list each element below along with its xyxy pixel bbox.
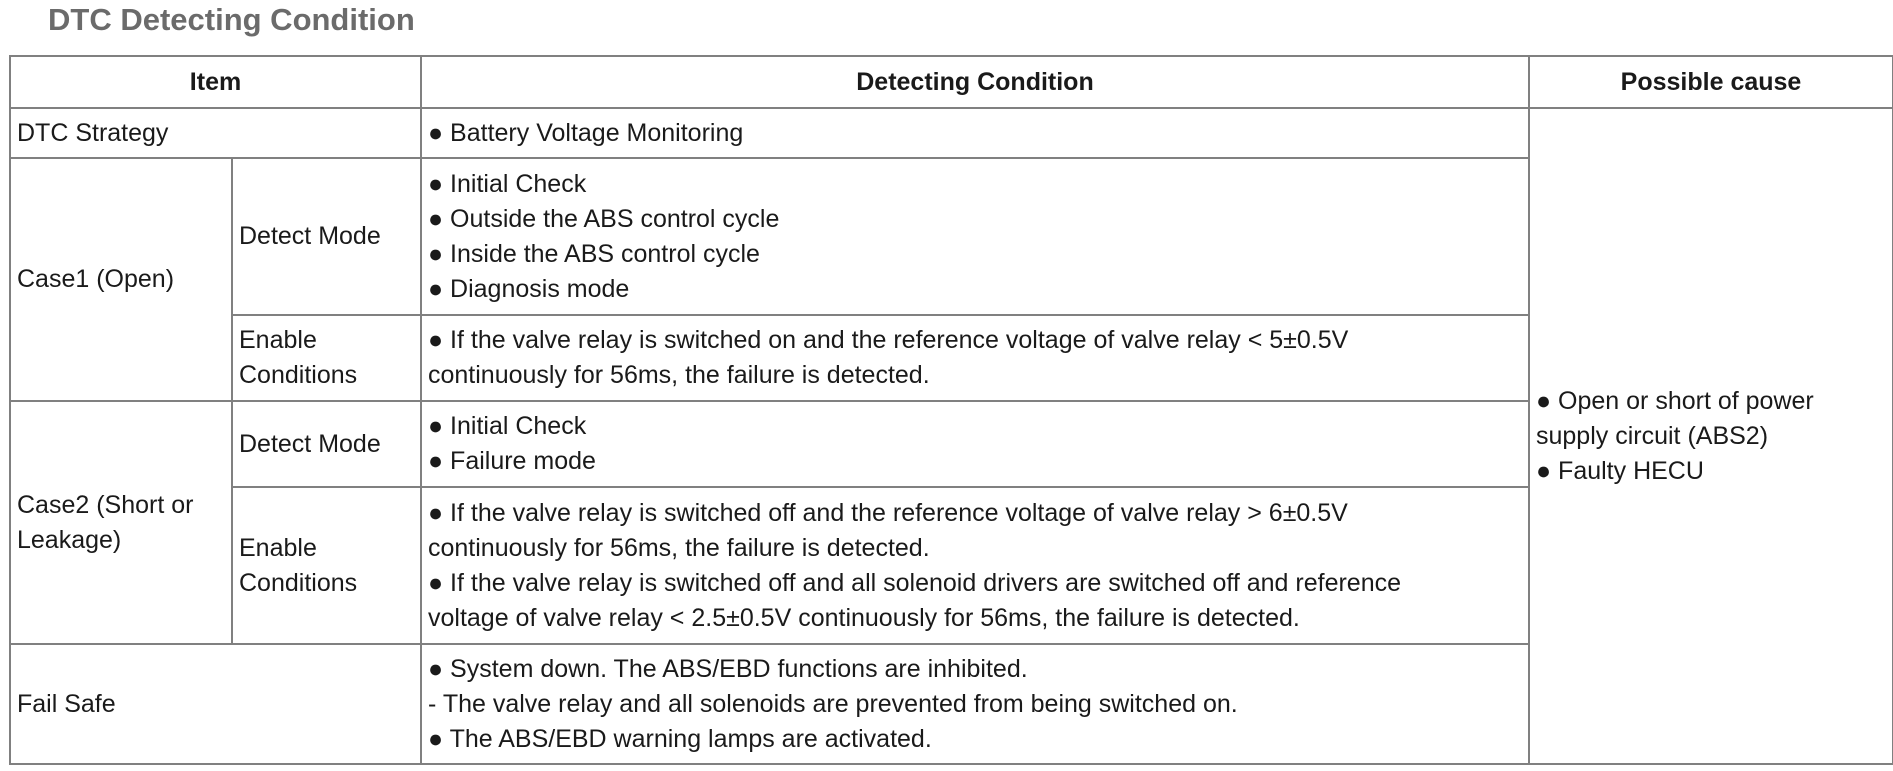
condition-line: ● System down. The ABS/EBD functions are inhibited. [428, 654, 1028, 683]
failsafe-condition [421, 644, 1529, 764]
dtc-table [9, 55, 1893, 765]
condition-line: ● Failure mode [428, 447, 596, 475]
condition-line: ● Initial Check [428, 169, 587, 198]
case2-label: Case2 (Short or Leakage) [10, 401, 232, 644]
condition-line: voltage of valve relay < 2.5±0.5V continuously for 56ms, the failure is detected. [428, 603, 1300, 632]
case2-detect-label: Detect Mode [232, 401, 421, 487]
condition-line: ● Diagnosis mode [428, 274, 630, 303]
condition-line: ● Initial Check [428, 412, 587, 440]
strategy-label: DTC Strategy [10, 108, 421, 158]
cause-line: ● Faulty HECU [1536, 456, 1704, 485]
case1-label: Case1 (Open) [10, 158, 232, 401]
condition-line: ● If the valve relay is switched off and the reference voltage of valve relay > 6±0.5V [428, 498, 1348, 527]
condition-line: ● Outside the ABS control cycle [428, 204, 780, 233]
strategy-condition [421, 108, 1529, 158]
case1-enable-condition [421, 315, 1529, 401]
case2-detect-condition [421, 401, 1529, 487]
condition-line: ● If the valve relay is switched off and all solenoid drivers are switched off and reference [428, 568, 1402, 597]
page-title: DTC Detecting Condition [48, 2, 415, 37]
condition-line: continuously for 56ms, the failure is detected. [428, 361, 930, 389]
header-cause: Possible cause [1529, 56, 1893, 108]
case1-detect-condition [421, 158, 1529, 315]
case2-enable-label: Enable Conditions [232, 487, 421, 644]
header-row [10, 56, 1893, 108]
possible-cause-cell [1529, 108, 1893, 764]
case2-enable-condition [421, 487, 1529, 644]
condition-line: ● Battery Voltage Monitoring [428, 118, 744, 147]
header-item: Item [10, 56, 421, 108]
header-condition: Detecting Condition [421, 56, 1529, 108]
condition-line: ● Inside the ABS control cycle [428, 239, 760, 268]
condition-line: continuously for 56ms, the failure is detected. [428, 533, 930, 562]
condition-line: ● If the valve relay is switched on and the reference voltage of valve relay < 5±0.5V [428, 326, 1349, 354]
condition-line: - The valve relay and all solenoids are prevented from being switched on. [428, 689, 1238, 718]
condition-line: ● The ABS/EBD warning lamps are activated. [428, 724, 932, 753]
table-row [10, 108, 1893, 158]
cause-line: supply circuit (ABS2) [1536, 421, 1769, 450]
case1-detect-label: Detect Mode [232, 158, 421, 315]
failsafe-label: Fail Safe [10, 644, 421, 764]
case1-enable-label: Enable Conditions [232, 315, 421, 401]
cause-line: ● Open or short of power [1536, 386, 1814, 415]
